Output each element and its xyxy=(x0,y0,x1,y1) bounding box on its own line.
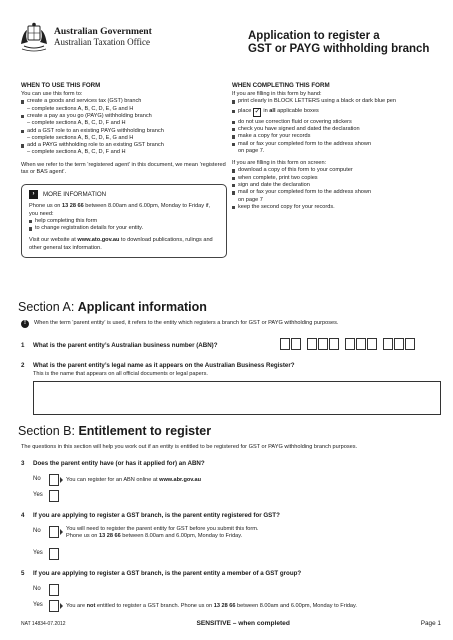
form-title xyxy=(248,30,429,56)
when-to-use-column xyxy=(21,82,227,258)
question-number: 3 xyxy=(21,460,25,467)
question-number: 2 xyxy=(21,362,25,369)
hand-intro: If you are filling in this form by hand: xyxy=(232,91,322,98)
coat-of-arms-icon xyxy=(18,22,50,54)
abn-digit-box[interactable] xyxy=(383,338,393,350)
agent-note: When we refer to the term ‘registered agent’ in this document, we mean ‘registered tax or BAS agent’. xyxy=(21,161,226,175)
question-text: What is the parent entity’s legal name as it appears on the Australian Business Register? xyxy=(33,362,295,369)
q5-yes-post: between 8.00am and 6.00pm, Monday to Friday. xyxy=(235,602,357,609)
screen-intro: If you are filling in this form on screen: xyxy=(232,160,327,167)
section-b-name: Entitlement to register xyxy=(78,424,212,438)
web-pre: Visit our website at xyxy=(29,237,78,244)
q3-no-row xyxy=(33,474,201,486)
list-item xyxy=(21,142,227,157)
question-1 xyxy=(21,342,218,350)
list-item-main: create a pay as you go (PAYG) withholding branch xyxy=(27,112,152,119)
place-post: applicable boxes xyxy=(275,108,319,115)
form-header xyxy=(18,22,438,62)
section-a-note xyxy=(21,320,338,328)
list-item xyxy=(232,108,438,117)
abn-group-4 xyxy=(383,338,416,350)
question-text: Does the parent entity have (or has it applied for) an ABN? xyxy=(33,460,205,467)
arrow-right-icon xyxy=(60,477,63,483)
when-to-use-intro: You can use this form to: xyxy=(21,91,83,98)
phone-number: 13 28 66 xyxy=(98,533,121,539)
yes-label: Yes xyxy=(33,550,43,557)
form-title-line-1: Application to register a xyxy=(248,30,380,42)
list-item: help completing this form xyxy=(29,218,219,225)
q4-no-text xyxy=(66,526,258,540)
place-bold: all xyxy=(269,108,276,115)
section-a-name: Applicant information xyxy=(77,300,207,314)
more-info-title: MORE INFORMATION xyxy=(43,190,107,198)
q5-yes-row xyxy=(33,600,357,612)
q5-no-row xyxy=(33,584,59,596)
list-item: download a copy of this form to your computer xyxy=(232,167,438,174)
yes-label: Yes xyxy=(33,492,43,499)
q4-no-line-2-post: between 8.00am and 6.00pm, Monday to Friday. xyxy=(120,533,243,539)
no-label: No xyxy=(33,586,41,593)
q3-yes-checkbox[interactable] xyxy=(49,490,59,502)
q4-yes-checkbox[interactable] xyxy=(49,548,59,560)
page-footer xyxy=(21,620,441,629)
page-number: Page 1 xyxy=(420,620,441,628)
list-item xyxy=(232,189,438,204)
q4-no-row xyxy=(33,526,258,540)
list-item-main: create a goods and services tax (GST) branch xyxy=(27,98,142,105)
abn-group-3 xyxy=(345,338,378,350)
list-item xyxy=(21,128,227,143)
place-pre: place xyxy=(238,108,252,115)
abn-group-2 xyxy=(307,338,340,350)
place-rest xyxy=(263,108,318,115)
when-to-use-list xyxy=(21,98,227,156)
section-a-title xyxy=(18,300,207,314)
list-item-main: add a GST role to an existing PAYG withholding branch xyxy=(27,127,164,134)
question-4 xyxy=(21,512,280,520)
abn-group-1 xyxy=(280,338,302,350)
list-item-main: add a PAYG withholding role to an existing GST branch xyxy=(27,142,164,149)
when-completing-column xyxy=(232,82,438,211)
q5-no-checkbox[interactable] xyxy=(49,584,59,596)
arrow-right-icon xyxy=(60,529,63,535)
list-item: when complete, print two copies xyxy=(232,175,438,182)
question-2 xyxy=(21,362,295,370)
phone-number: 13 28 66 xyxy=(213,602,236,609)
list-item-sub: – complete sections A, B, C, D, F and H xyxy=(27,120,126,127)
phone-post: between 8.00am and 6.00pm, Monday to Friday if, you need: xyxy=(29,203,210,217)
abn-digit-box[interactable] xyxy=(405,338,415,350)
screen-list xyxy=(232,167,438,211)
form-code: NAT 14834-07.2012 xyxy=(21,621,66,628)
q4-no-line-2 xyxy=(66,533,258,540)
more-info-phone xyxy=(29,203,219,218)
abn-digit-box[interactable] xyxy=(394,338,404,350)
list-item: make a copy for your records xyxy=(232,133,438,140)
q5-yes-text xyxy=(66,603,357,610)
chevron-right-icon: › xyxy=(29,190,38,199)
q4-yes-row xyxy=(33,548,59,560)
more-information-box xyxy=(21,184,227,258)
q4-no-line-1: You will need to register the parent entity for GST before you submit this form. xyxy=(66,526,259,532)
gov-line-2: Australian Taxation Office xyxy=(54,37,151,47)
question-number: 5 xyxy=(21,570,25,577)
no-label: No xyxy=(33,528,41,534)
arrow-right-icon xyxy=(60,603,63,609)
question-5 xyxy=(21,570,301,578)
section-a-label: Section A: xyxy=(18,300,78,314)
yes-label: Yes xyxy=(33,602,43,609)
abn-digit-box[interactable] xyxy=(329,338,339,350)
when-to-use-heading: WHEN TO USE THIS FORM xyxy=(21,82,101,89)
sensitivity-label: SENSITIVE – when completed xyxy=(196,620,290,627)
list-item-main: mail or fax your completed form to the address shown xyxy=(238,189,372,196)
q3-no-text xyxy=(66,477,201,484)
list-item-sub: – complete sections A, B, C, D, F and H xyxy=(27,149,126,156)
section-b-label: Section B: xyxy=(18,424,79,438)
section-b-title xyxy=(18,424,211,438)
list-item-sub: on page 7 xyxy=(238,196,263,203)
ato-website-link[interactable]: www.ato.gov.au xyxy=(77,237,120,244)
list-item-sub: – complete sections A, B, C, D, E, G and H xyxy=(27,105,134,112)
question-number: 1 xyxy=(21,342,25,349)
place-tick-row xyxy=(238,108,438,117)
abn-digit-box[interactable] xyxy=(307,338,317,350)
exclamation-icon: ! xyxy=(21,320,29,328)
question-text: If you are applying to register a GST branch, is the parent entity registered for GST? xyxy=(33,512,280,519)
abn-digit-box[interactable] xyxy=(367,338,377,350)
list-item xyxy=(21,113,227,128)
question-number: 4 xyxy=(21,512,25,519)
abr-website-link[interactable]: www.abr.gov.au xyxy=(159,476,202,483)
legal-name-field[interactable] xyxy=(33,381,441,415)
q5-yes-mid: entitled to register a GST branch. Phone us on xyxy=(95,602,214,609)
more-info-web xyxy=(29,237,219,252)
q4-no-checkbox[interactable] xyxy=(49,526,59,538)
list-item-sub: on page 7. xyxy=(238,147,265,154)
form-title-line-2: GST or PAYG withholding branch xyxy=(248,43,430,55)
list-item: sign and date the declaration xyxy=(232,182,438,189)
question-text: What is the parent entity’s Australian business number (ABN)? xyxy=(33,342,218,349)
agency-name xyxy=(54,26,152,48)
section-a-note-text: When the term ‘parent entity’ is used, it refers to the entity which registers a branch for GST or PAYG withholding purposes. xyxy=(34,320,339,327)
hand-list xyxy=(232,98,438,155)
list-item: keep the second copy for your records. xyxy=(232,204,438,211)
list-item: do not use correction fluid or covering stickers xyxy=(232,119,438,126)
list-item-main: mail or fax your completed form to the address shown xyxy=(238,140,372,147)
gov-line-1: Australian Government xyxy=(54,26,152,37)
phone-pre: Phone us on xyxy=(29,203,62,210)
q5-yes-not: not xyxy=(86,602,96,609)
more-info-title-row xyxy=(29,190,219,199)
q3-yes-row xyxy=(33,490,59,502)
question-3 xyxy=(21,460,205,468)
list-item xyxy=(21,98,227,113)
tick-box-icon: ✓ xyxy=(254,108,261,116)
when-completing-heading: WHEN COMPLETING THIS FORM xyxy=(232,82,330,89)
section-b-intro: The questions in this section will help you work out if an entity is entitled to be registered for GST or PAYG withholding branch purposes. xyxy=(21,444,358,450)
question-2-hint: This is the name that appears on all official documents or legal papers. xyxy=(33,371,208,377)
list-item: print clearly in BLOCK LETTERS using a black or dark blue pen xyxy=(232,98,438,105)
q3-no-pre: You can register for an ABN online at xyxy=(66,476,160,483)
list-item: to change registration details for your entity. xyxy=(29,225,219,232)
no-label: No xyxy=(33,476,41,483)
abn-digit-box[interactable] xyxy=(318,338,328,350)
place-mid: in xyxy=(263,108,270,115)
phone-number: 13 28 66 xyxy=(61,203,84,210)
abn-input[interactable] xyxy=(280,338,416,350)
web-post: to download publications, rulings and other general tax information. xyxy=(29,237,213,251)
abn-digit-box[interactable] xyxy=(345,338,355,350)
more-info-list xyxy=(29,218,219,233)
abn-digit-box[interactable] xyxy=(291,338,301,350)
list-item-sub: – complete sections A, B, C, D, E, G and H xyxy=(27,134,134,141)
list-item: check you have signed and dated the declaration xyxy=(232,126,438,133)
abn-digit-box[interactable] xyxy=(280,338,290,350)
q5-yes-checkbox[interactable] xyxy=(49,600,59,612)
abn-digit-box[interactable] xyxy=(356,338,366,350)
q5-yes-pre: You are xyxy=(66,602,87,609)
question-text: If you are applying to register a GST branch, is the parent entity a member of a GST group? xyxy=(33,570,302,577)
q3-no-checkbox[interactable] xyxy=(49,474,59,486)
q4-no-line-2-pre: Phone us on xyxy=(66,533,99,539)
list-item xyxy=(232,141,438,156)
